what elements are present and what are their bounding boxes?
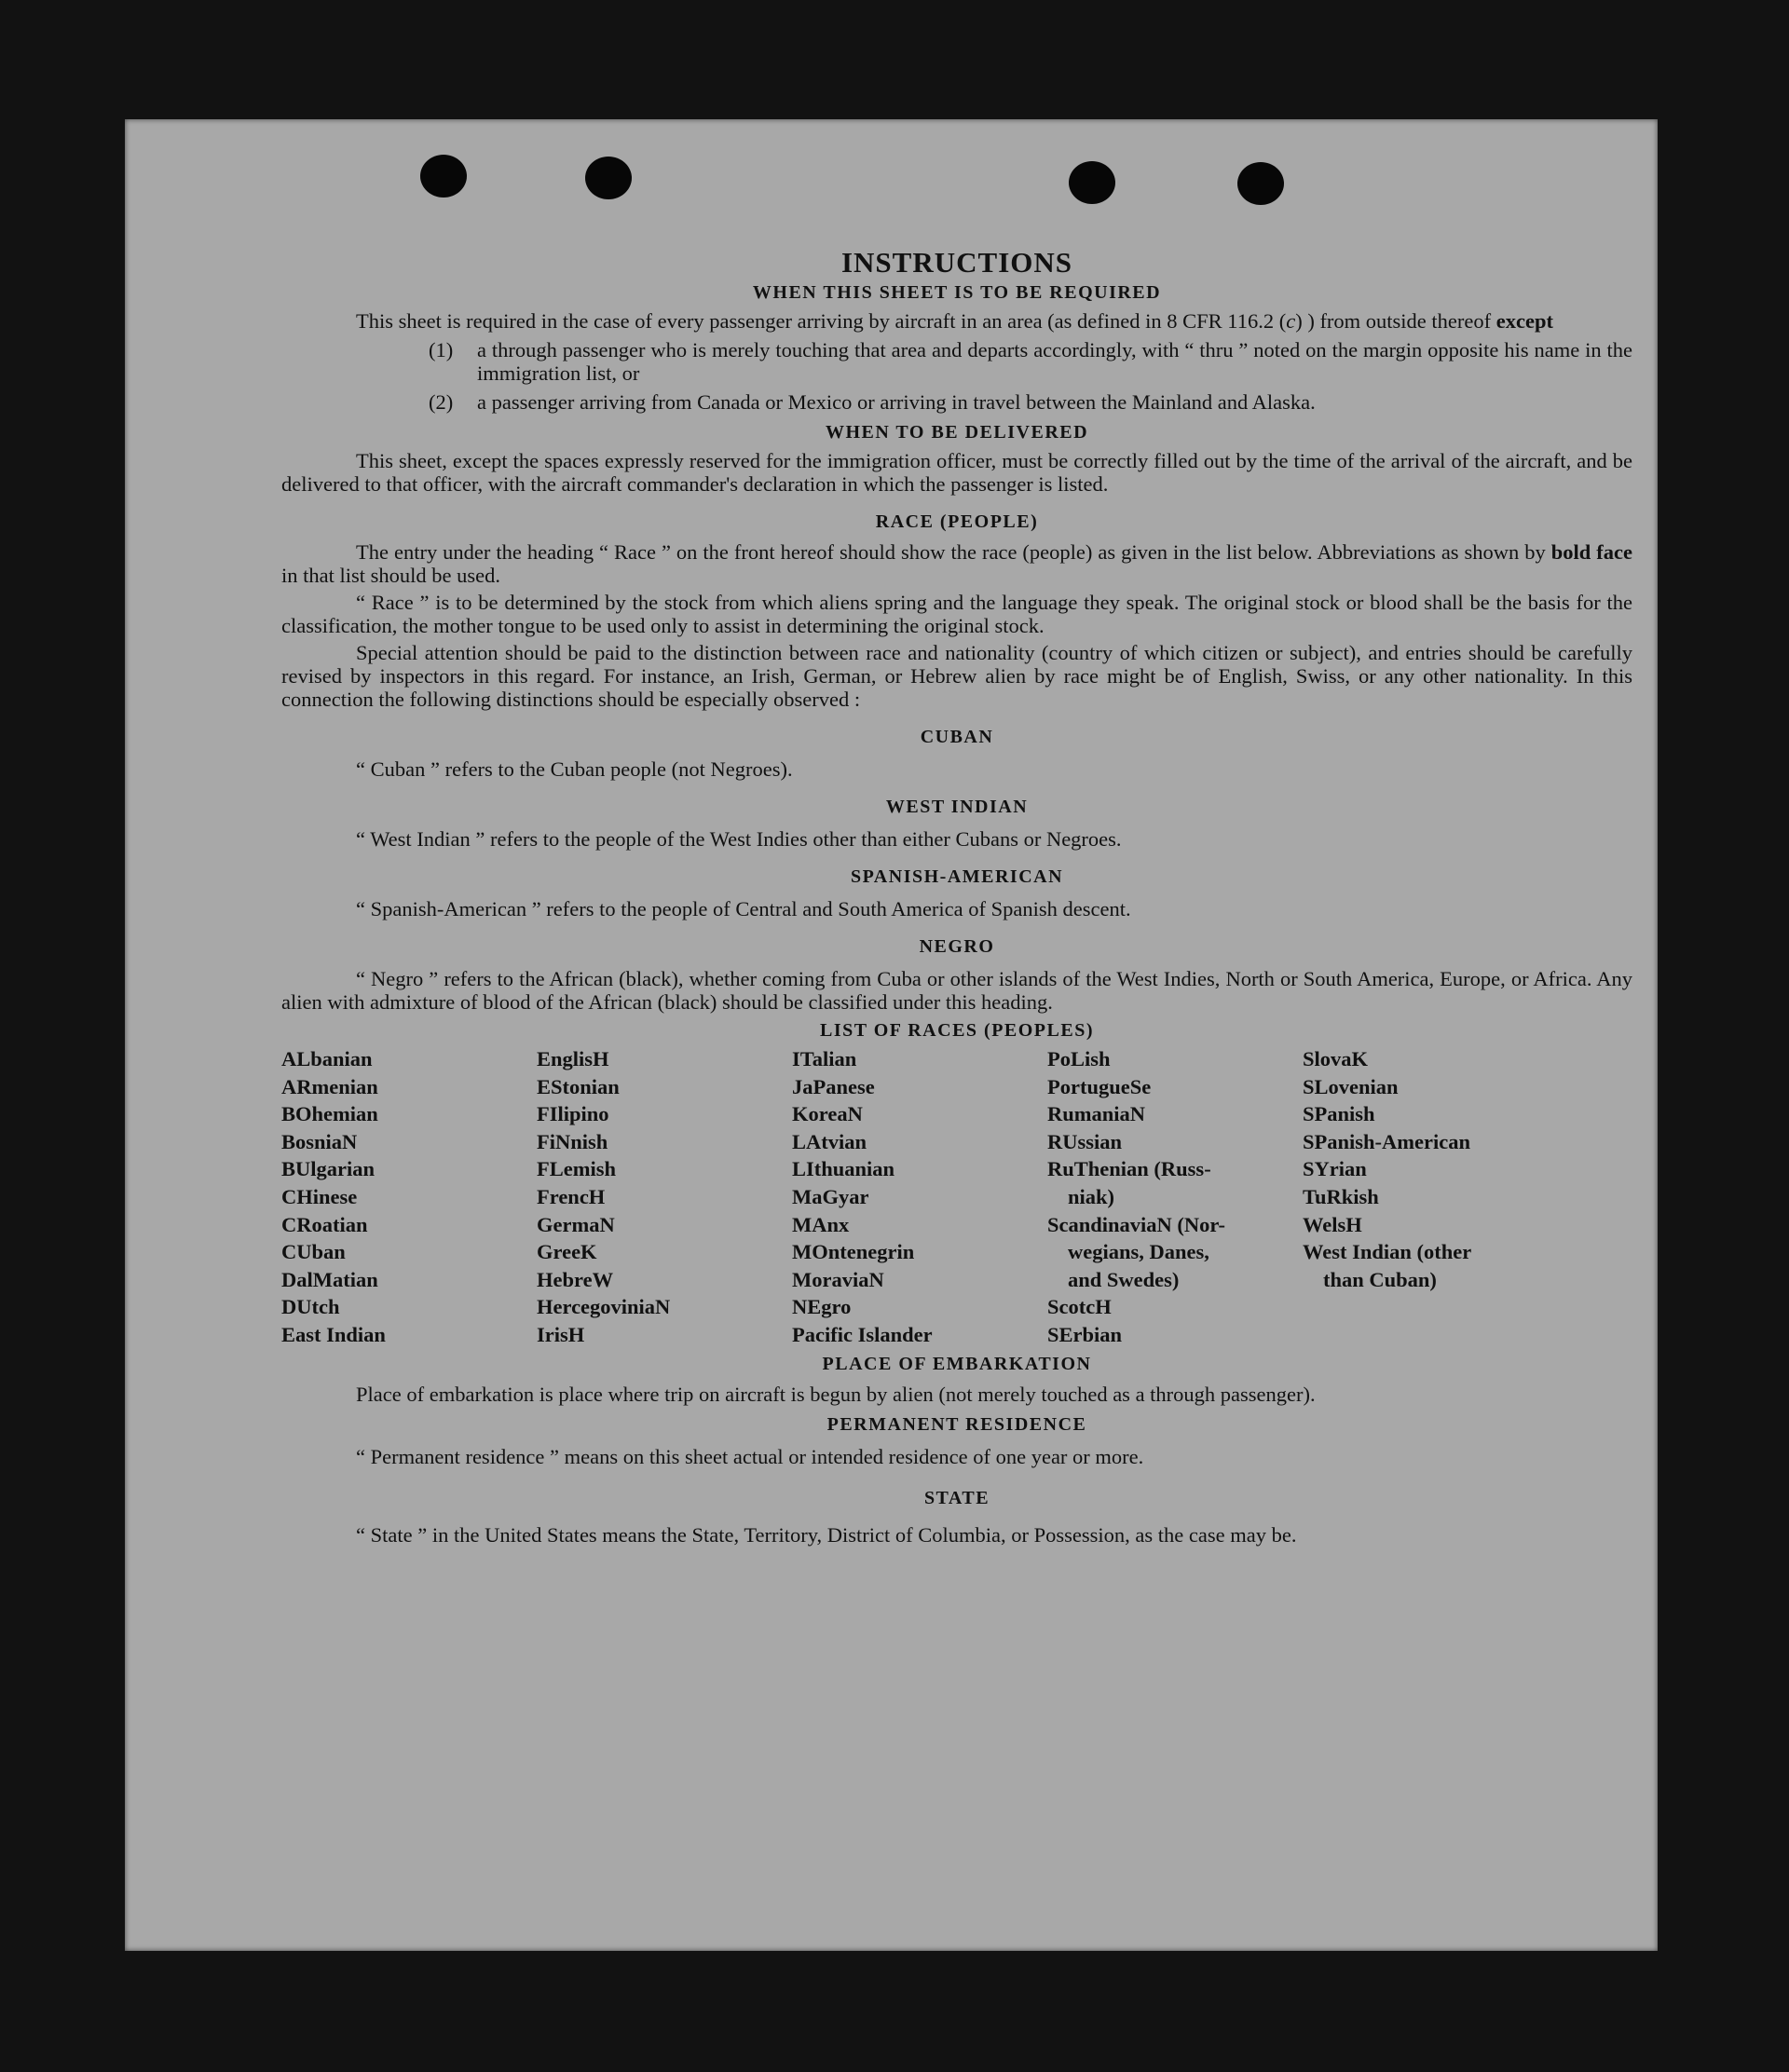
race-entry: East Indian (281, 1322, 386, 1346)
race-entry: GermaN (537, 1212, 615, 1236)
section-heading-race: RACE (PEOPLE) (875, 511, 1039, 532)
negro-text: “ Negro ” refers to the African (black), whether coming from Cuba or other islands of the West Indies, North or South America, Europe, or Africa. Any alien with admixture of blood of the African (black) should be classified under this heading. (281, 967, 1632, 1014)
punch-hole (420, 155, 467, 198)
race-entry: FIlipino (537, 1102, 609, 1126)
race-entry: DUtch (281, 1295, 340, 1319)
race-entry: PortugueSe (1047, 1074, 1152, 1098)
section-heading-cuban: CUBAN (920, 727, 994, 747)
race-list (281, 1045, 1632, 1349)
race-entry: FiNnish (537, 1129, 608, 1153)
section-heading-west-indian: WEST INDIAN (885, 797, 1029, 817)
race-entry: NEgro (792, 1295, 852, 1319)
punch-hole (1069, 161, 1115, 204)
race-entry: SYrian (1303, 1157, 1367, 1181)
race-entry: ARmenian (281, 1074, 378, 1098)
race-entry: MoraviaN (792, 1267, 884, 1291)
required-intro-except: except (1495, 309, 1553, 333)
required-intro-c: c (1286, 309, 1296, 333)
section-heading-state: STATE (923, 1487, 990, 1508)
race-entry: EStonian (537, 1074, 620, 1098)
section-heading-spanish-american: SPANISH-AMERICAN (850, 866, 1064, 887)
race-p1-bold: bold face (1550, 540, 1632, 564)
residence-text: “ Permanent residence ” means on this sheet actual or intended residence of one year or more. (356, 1444, 1144, 1468)
instructions-content (281, 246, 1632, 1550)
item-text: a passenger arriving from Canada or Mexico or arriving in travel between the Mainland and Alaska. (477, 390, 1316, 414)
required-intro-a: This sheet is required in the case of every passenger arriving by aircraft in an area (as defined in 8 CFR 116.2 ( (356, 309, 1287, 333)
race-entry: HercegoviniaN (537, 1295, 671, 1319)
required-item (429, 390, 1632, 414)
section-heading-embarkation: PLACE OF EMBARKATION (822, 1353, 1092, 1374)
race-entry: Pacific Islander (792, 1322, 933, 1346)
race-entry: FLemish (537, 1157, 617, 1181)
spanish-american-text: “ Spanish-American ” refers to the people of Central and South America of Spanish descent. (356, 897, 1131, 920)
race-entry: HebreW (537, 1267, 614, 1291)
race-entry: BOhemian (281, 1102, 378, 1126)
race-entry: MAnx (792, 1212, 850, 1236)
race-entry: EnglisH (537, 1047, 609, 1070)
punch-hole (1237, 162, 1284, 205)
race-entry: PoLish (1047, 1047, 1111, 1070)
race-entry: ScandinaviaN (Nor- (1047, 1212, 1226, 1236)
race-column (1047, 1045, 1303, 1349)
race-entry: BUlgarian (281, 1157, 376, 1181)
race-entry: SPanish (1303, 1102, 1375, 1126)
race-entry: West Indian (other (1303, 1240, 1472, 1264)
race-entry: SPanish-American (1303, 1129, 1470, 1153)
state-text: “ State ” in the United States means the State, Territory, District of Columbia, or Possession, as the case may be. (356, 1522, 1297, 1547)
embarkation-text: Place of embarkation is place where trip on aircraft is begun by alien (not merely touched as a through passenger). (356, 1382, 1316, 1406)
race-p1-b: in that list should be used. (281, 564, 500, 587)
race-column (792, 1045, 1047, 1349)
race-entry: MOntenegrin (792, 1240, 915, 1264)
race-entry: RUssian (1047, 1129, 1123, 1153)
race-entry: SlovaK (1303, 1047, 1369, 1070)
race-entry: ALbanian (281, 1047, 373, 1070)
race-paragraph-1 (281, 540, 1632, 587)
race-entry: MaGyar (792, 1184, 869, 1208)
race-entry: SLovenian (1303, 1074, 1399, 1098)
section-heading-required: WHEN THIS SHEET IS TO BE REQUIRED (752, 282, 1162, 303)
item-text: a through passenger who is merely touching that area and departs accordingly, with “ thru ” noted on the margin opposite his name in the immigration list, or (477, 338, 1632, 385)
race-column (281, 1045, 537, 1349)
race-entry: DalMatian (281, 1267, 378, 1291)
race-paragraph-3: Special attention should be paid to the distinction between race and nationality (country of which citizen or subject), and entries should be carefully revised by inspectors in this regard. For instance, an Irish, German, or Hebrew alien by race might be of English, Swiss, or any other nationality. In this connection the following distinctions should be especially observed : (281, 641, 1632, 711)
race-entry: ScotcH (1047, 1295, 1112, 1319)
race-entry: ITalian (792, 1047, 857, 1070)
race-entry: CUban (281, 1240, 346, 1264)
race-column (537, 1045, 792, 1349)
race-entry: RuThenian (Russ- (1047, 1157, 1211, 1181)
race-entry: than Cuban) (1323, 1267, 1437, 1291)
west-indian-text: “ West Indian ” refers to the people of the West Indies other than either Cubans or Negroes. (356, 827, 1122, 851)
section-heading-race-list: LIST OF RACES (PEOPLES) (819, 1020, 1094, 1041)
required-intro (281, 309, 1632, 333)
race-entry: JaPanese (792, 1074, 875, 1098)
section-heading-delivered: WHEN TO BE DELIVERED (825, 422, 1089, 443)
cuban-text: “ Cuban ” refers to the Cuban people (not Negroes). (356, 757, 793, 781)
section-heading-negro: NEGRO (919, 936, 995, 957)
race-entry: LAtvian (792, 1129, 867, 1153)
required-item (429, 338, 1632, 385)
race-entry: wegians, Danes, (1068, 1240, 1209, 1264)
race-entry: GreeK (537, 1240, 597, 1264)
race-entry: CHinese (281, 1184, 358, 1208)
race-entry: SErbian (1047, 1322, 1123, 1346)
punch-hole (585, 157, 632, 199)
item-number: (1) (429, 338, 454, 361)
race-entry: BosniaN (281, 1129, 358, 1153)
section-heading-residence: PERMANENT RESIDENCE (826, 1413, 1087, 1435)
race-p1-a: The entry under the heading “ Race ” on the front hereof should show the race (people) as given in the list below. Abbreviations as shown by (356, 540, 1551, 564)
race-entry: LIthuanian (792, 1157, 895, 1181)
race-entry: niak) (1068, 1184, 1115, 1208)
race-entry: and Swedes) (1068, 1267, 1180, 1291)
page-title: INSTRUCTIONS (840, 246, 1072, 279)
race-column (1303, 1045, 1558, 1349)
race-entry: WelsH (1303, 1212, 1362, 1236)
race-entry: FrencH (537, 1184, 606, 1208)
race-entry: RumaniaN (1047, 1102, 1146, 1126)
required-intro-b: ) ) from outside thereof (1295, 309, 1496, 333)
race-entry: CRoatian (281, 1212, 368, 1236)
delivered-text: This sheet, except the spaces expressly reserved for the immigration officer, must be correctly filled out by the time of the arrival of the aircraft, and be delivered to that officer, with the aircraft commander's declaration in which the passenger is listed. (281, 449, 1632, 496)
race-entry: IrisH (537, 1322, 585, 1346)
race-paragraph-2: “ Race ” is to be determined by the stock from which aliens spring and the language they speak. The original stock or blood shall be the basis for the classification, the mother tongue to be used only to assist in determining the original stock. (281, 591, 1632, 637)
item-number: (2) (429, 390, 454, 414)
race-entry: TuRkish (1303, 1184, 1379, 1208)
race-entry: KoreaN (792, 1102, 863, 1126)
